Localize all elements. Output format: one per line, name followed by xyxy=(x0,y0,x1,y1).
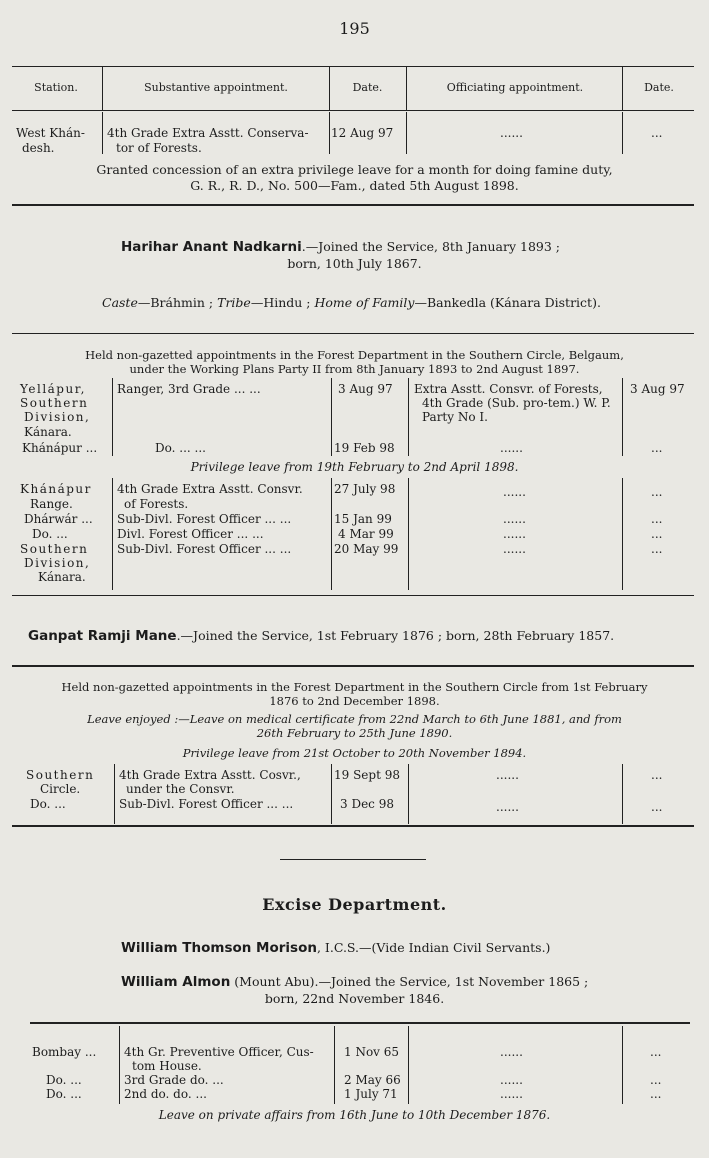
entry0-station-2: desh. xyxy=(22,141,55,155)
entry0-station-1: West Khán- xyxy=(16,126,85,140)
home-value: —Bankedla (Kánara District). xyxy=(414,295,601,310)
excise-person-a-name: William Thomson Morison xyxy=(121,940,317,956)
person2-joined: .—Joined the Service, 1st February 1876 ; born, 28th February 1857. xyxy=(176,628,615,643)
p1-r2-off: ...... xyxy=(500,441,523,455)
p1-r3-date: 27 July 98 xyxy=(334,482,396,496)
person1-heading xyxy=(121,240,560,254)
tribe-label: Tribe xyxy=(217,295,251,310)
p1-r6-appt: Sub-Divl. Forest Officer ... ... xyxy=(117,542,292,556)
p1-r5-off: ...... xyxy=(503,527,526,541)
ex-r1-date2: ... xyxy=(650,1045,662,1059)
p1-r1-date2: 3 Aug 97 xyxy=(630,382,685,396)
home-label: Home of Family xyxy=(314,295,415,310)
p1-r4-station: Dhárwár ... xyxy=(24,512,93,526)
entry0-note-1: Granted concession of an extra privilege leave for a month for doing famine duty, xyxy=(96,162,613,177)
ex-r3-date: 1 July 71 xyxy=(344,1087,398,1101)
header-date: Date. xyxy=(352,81,383,94)
ex-r1-off: ...... xyxy=(500,1045,523,1059)
section-rule-2 xyxy=(12,333,694,334)
section-rule-4 xyxy=(12,665,694,667)
p2-r1-date: 19 Sept 98 xyxy=(334,768,400,782)
person2-leave-enjoyed-1: Leave enjoyed :—Leave on medical certificate from 22nd March to 6th June 1881, and from xyxy=(87,712,622,726)
excise-person-b-rest: (Mount Abu).—Joined the Service, 1st November 1865 ; xyxy=(230,974,589,989)
caste-label: Caste xyxy=(102,295,138,310)
ex-r1-appt-1: 4th Gr. Preventive Officer, Cus- xyxy=(124,1045,314,1059)
person1-joined: .—Joined the Service, 8th January 1893 ; xyxy=(301,239,561,254)
ex-r1-date: 1 Nov 65 xyxy=(344,1045,400,1059)
section-rule-3 xyxy=(12,595,694,596)
header-officiating: Officiating appointment. xyxy=(446,81,584,94)
p2-r1-station-2: Circle. xyxy=(40,782,81,796)
person1-caste-line xyxy=(102,296,601,310)
header-date-2: Date. xyxy=(644,81,674,94)
p1-r1-off-2: 4th Grade (Sub. pro-tem.) W. P. xyxy=(422,396,611,410)
excise-person-b xyxy=(121,975,588,989)
caste-value: —Bráhmin ; xyxy=(137,295,214,310)
ex-r2-appt: 3rd Grade do. ... xyxy=(124,1073,224,1087)
header-station: Station. xyxy=(34,81,78,94)
entry0-appt-2: tor of Forests. xyxy=(116,141,202,155)
p2-r2-off: ...... xyxy=(496,800,519,814)
p2-r2-date2: ... xyxy=(651,800,663,814)
p2-r1-station-1: Southern xyxy=(26,768,95,782)
person2-held-2: 1876 to 2nd December 1898. xyxy=(269,694,440,708)
p2-r2-appt: Sub-Divl. Forest Officer ... ... xyxy=(119,797,294,811)
person1-held-1: Held non-gazetted appointments in the Forest Department in the Southern Circle, Belgaum, xyxy=(85,348,624,362)
p1-r2-station: Khánápur ... xyxy=(22,441,98,455)
section-rule-1 xyxy=(12,204,694,206)
p1-r3-appt-1: 4th Grade Extra Asstt. Consvr. xyxy=(117,482,303,496)
p1-r5-appt: Divl. Forest Officer ... ... xyxy=(117,527,264,541)
person2-heading xyxy=(28,629,614,643)
person1-born: born, 10th July 1867. xyxy=(287,256,422,271)
p2-r1-appt-2: under the Consvr. xyxy=(126,782,235,796)
p2-r2-date: 3 Dec 98 xyxy=(340,797,394,811)
ex-r1-appt-2: tom House. xyxy=(132,1059,202,1073)
p1-r3-station-2: Range. xyxy=(30,497,73,511)
p1-r2-date: 19 Feb 98 xyxy=(334,441,395,455)
p1-r1-station-3: Division, xyxy=(24,410,91,424)
p2-r1-off: ...... xyxy=(496,768,519,782)
p1-r1-off-1: Extra Asstt. Consvr. of Forests, xyxy=(414,382,603,396)
ex-r2-station: Do. ... xyxy=(46,1073,82,1087)
p1-r1-off-3: Party No I. xyxy=(422,410,488,424)
ex-r3-date2: ... xyxy=(650,1087,662,1101)
ex-r3-off: ...... xyxy=(500,1087,523,1101)
p1-r6-station-3: Kánara. xyxy=(38,570,86,584)
ex-r1-station: Bombay ... xyxy=(32,1045,97,1059)
p2-r1-appt-1: 4th Grade Extra Asstt. Cosvr., xyxy=(119,768,301,782)
person1-held-2: under the Working Plans Party II from 8th January 1893 to 2nd August 1897. xyxy=(129,362,580,376)
ex-r3-appt: 2nd do. do. ... xyxy=(124,1087,207,1101)
p2-r1-date2: ... xyxy=(651,768,663,782)
p1-r4-date: 15 Jan 99 xyxy=(334,512,392,526)
p1-r4-appt: Sub-Divl. Forest Officer ... ... xyxy=(117,512,292,526)
ex-r3-station: Do. ... xyxy=(46,1087,82,1101)
ex-r2-off: ...... xyxy=(500,1073,523,1087)
p2-r2-station: Do. ... xyxy=(30,797,66,811)
p1-r5-date2: ... xyxy=(651,527,663,541)
excise-leave: Leave on private affairs from 16th June to 10th December 1876. xyxy=(158,1108,551,1122)
p1-r3-appt-2: of Forests. xyxy=(124,497,189,511)
p1-r1-appt: Ranger, 3rd Grade ... ... xyxy=(117,382,261,396)
p1-r1-date: 3 Aug 97 xyxy=(338,382,393,396)
header-bottom-rule xyxy=(12,110,694,111)
person2-privilege: Privilege leave from 21st October to 20th November 1894. xyxy=(182,746,527,760)
p1-r6-date: 20 May 99 xyxy=(334,542,399,556)
p1-r3-station-1: Khánápur xyxy=(20,482,92,496)
p1-r6-station-1: Southern xyxy=(20,542,89,556)
p1-r3-date2: ... xyxy=(651,485,663,499)
p1-r6-date2: ... xyxy=(651,542,663,556)
excise-person-b-born: born, 22nd November 1846. xyxy=(264,991,445,1006)
short-rule xyxy=(280,859,426,860)
excise-heading: Excise Department. xyxy=(262,895,447,914)
excise-person-b-name: William Almon xyxy=(121,974,231,990)
p1-r1-station-1: Yellápur, xyxy=(20,382,86,396)
person1-name: Harihar Anant Nadkarni xyxy=(121,239,302,255)
ex-r2-date: 2 May 66 xyxy=(344,1073,401,1087)
entry0-officiating: ...... xyxy=(500,126,523,140)
p1-r1-station-4: Kánara. xyxy=(24,425,72,439)
entry0-note-2: G. R., R. D., No. 500—Fam., dated 5th August 1898. xyxy=(190,178,519,193)
excise-person-a-rest: , I.C.S.—(Vide Indian Civil Servants.) xyxy=(316,940,551,955)
excise-rule xyxy=(30,1022,690,1024)
person1-leave: Privilege leave from 19th February to 2nd April 1898. xyxy=(190,460,519,474)
header-substantive: Substantive appointment. xyxy=(144,81,288,94)
p1-r3-off: ...... xyxy=(503,485,526,499)
entry0-date: 12 Aug 97 xyxy=(331,126,394,140)
person2-name: Ganpat Ramji Mane xyxy=(28,628,177,644)
p1-r5-date: 4 Mar 99 xyxy=(338,527,394,541)
excise-person-a xyxy=(121,941,550,955)
tribe-value: —Hindu ; xyxy=(250,295,311,310)
p1-r2-date2: ... xyxy=(651,441,663,455)
entry0-date2: ... xyxy=(651,126,663,140)
person2-held-1: Held non-gazetted appointments in the Forest Department in the Southern Circle from 1st February xyxy=(61,680,648,694)
p1-r6-off: ...... xyxy=(503,542,526,556)
person2-leave-enjoyed-2: 26th February to 25th June 1890. xyxy=(256,726,453,740)
p1-r2-appt: Do. ... ... xyxy=(155,441,206,455)
section-rule-5 xyxy=(12,825,694,827)
p1-r4-date2: ... xyxy=(651,512,663,526)
p1-r1-station-2: Southern xyxy=(20,396,89,410)
p1-r5-station: Do. ... xyxy=(32,527,68,541)
p1-r6-station-2: Division, xyxy=(24,556,91,570)
page-number: 195 xyxy=(339,19,370,38)
header-top-rule xyxy=(12,66,694,67)
ex-r2-date2: ... xyxy=(650,1073,662,1087)
entry0-appt-1: 4th Grade Extra Asstt. Conserva- xyxy=(107,126,309,140)
p1-r4-off: ...... xyxy=(503,512,526,526)
